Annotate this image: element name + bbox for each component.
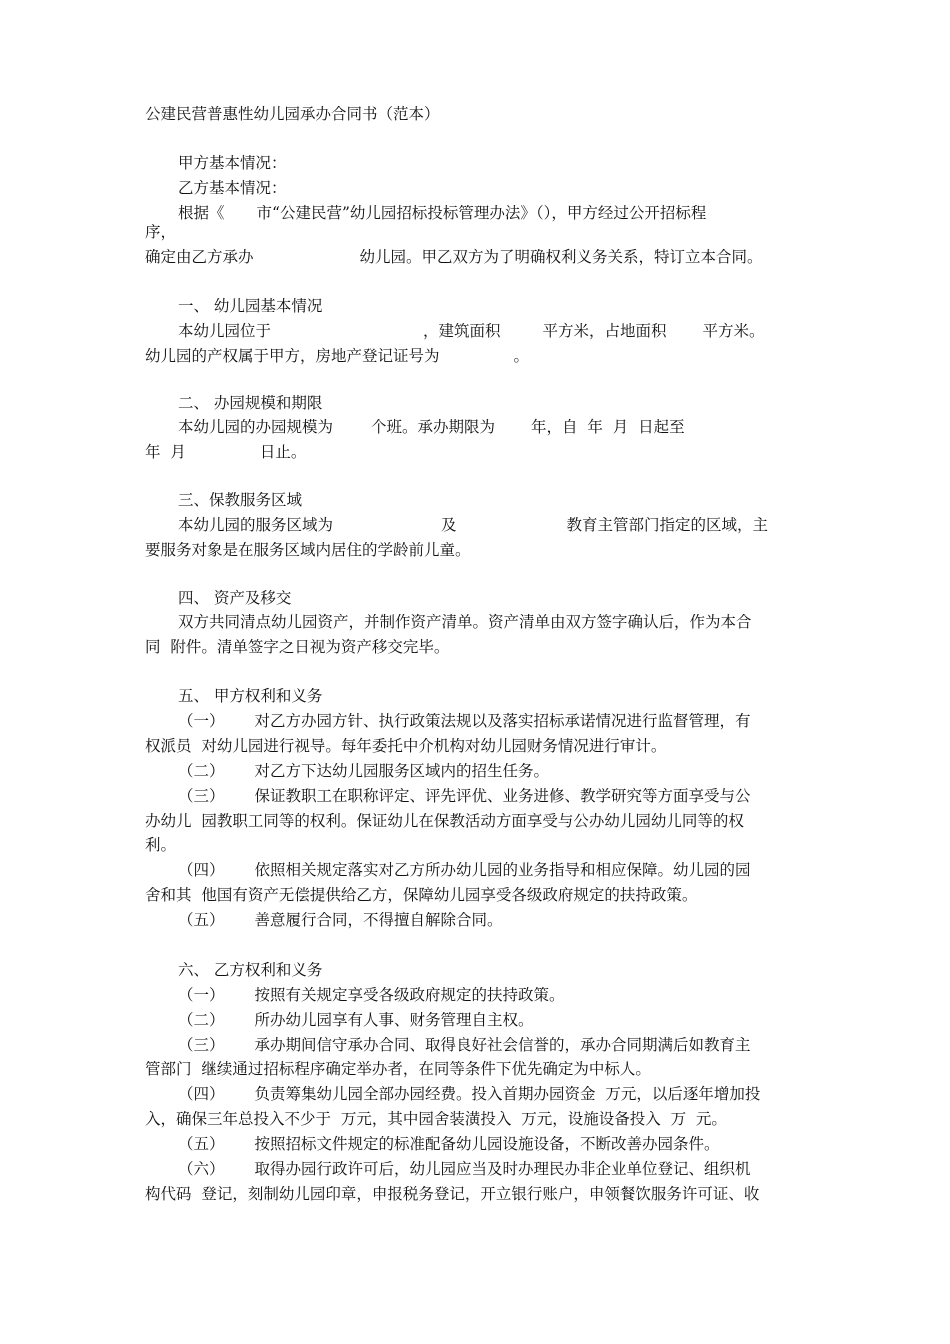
s3-text: 及: [441, 516, 457, 534]
s1-text: 幼儿园的产权属于甲方，房地产登记证号为: [145, 347, 440, 365]
item-text: 承办期间信守承办合同、取得良好社会信誉的，承办合同期满后如教育主: [254, 1036, 751, 1054]
item-text: 按照有关规定享受各级政府规定的扶持政策。: [254, 986, 565, 1004]
section-2-heading: 二、 办园规模和期限: [178, 394, 323, 412]
s1-text: 平方米。: [702, 322, 765, 340]
s5-item-3-cont: 办幼儿 园教职工同等的权利。保证幼儿在保教活动方面享受与公办幼儿园幼儿同等的权: [145, 812, 744, 830]
s5-item-4: [178, 860, 751, 880]
item-number: （一）: [178, 712, 225, 730]
s2-text: 本幼儿园的办园规模为: [178, 418, 334, 436]
party-b-info: 乙方基本情况：: [178, 179, 287, 197]
s3-text: 本幼儿园的服务区域为: [178, 516, 334, 534]
s5-item-5: [178, 910, 503, 930]
s5-item-3-cont: 利。: [145, 836, 177, 854]
s5-item-1: [178, 711, 751, 731]
section-3-heading: 三、保教服务区域: [178, 491, 303, 509]
section-2-line-2: [145, 442, 306, 462]
s6-item-2: [178, 1010, 534, 1030]
s3-text: 教育主管部门指定的区域，主: [566, 516, 769, 534]
intro-line-1: [178, 203, 706, 223]
section-6-heading: 六、 乙方权利和义务: [178, 961, 323, 979]
intro-line-2: 序，: [145, 223, 177, 241]
item-text: 依照相关规定落实对乙方所办幼儿园的业务指导和相应保障。幼儿园的园: [254, 861, 751, 879]
item-number: （六）: [178, 1160, 225, 1178]
s6-item-6: [178, 1159, 751, 1179]
intro-text: 市“公建民营”幼儿园招标投标管理办法》（），甲方经过公开招标程: [256, 204, 707, 222]
section-5-heading: 五、 甲方权利和义务: [178, 687, 323, 705]
item-number: （五）: [178, 911, 225, 929]
s2-text: 个班。承办期限为: [371, 418, 496, 436]
section-4-line-1: 双方共同清点幼儿园资产，并制作资产清单。资产清单由双方签字确认后，作为本合: [178, 613, 752, 631]
item-text: 取得办园行政许可后，幼儿园应当及时办理民办非企业单位登记、组织机: [254, 1160, 751, 1178]
item-number: （三）: [178, 787, 225, 805]
section-1-line-2: [145, 346, 529, 366]
s1-text: 平方米，占地面积: [542, 322, 667, 340]
intro-text: 幼儿园。甲乙双方为了明确权利义务关系，特订立本合同。: [359, 248, 763, 266]
item-number: （五）: [178, 1135, 225, 1153]
item-number: （二）: [178, 762, 225, 780]
section-3-line-1: [178, 515, 768, 535]
s1-text: 。: [513, 347, 530, 365]
s5-item-3: [178, 786, 751, 806]
s6-item-3-cont: 管部门 继续通过招标程序确定举办者，在同等条件下优先确定为中标人。: [145, 1060, 651, 1078]
item-text: 所办幼儿园享有人事、财务管理自主权。: [254, 1011, 534, 1029]
item-number: （四）: [178, 861, 225, 879]
s2-text: 年 月: [145, 443, 186, 461]
item-text: 负责筹集幼儿园全部办园经费。投入首期办园资金 万元，以后逐年增加投: [254, 1085, 761, 1103]
section-1-line-1: [178, 321, 765, 341]
item-text: 善意履行合同，不得擅自解除合同。: [254, 911, 503, 929]
item-number: （四）: [178, 1085, 225, 1103]
s6-item-4-cont: 入，确保三年总投入不少于 万元，其中园舍装潢投入 万元，设施设备投入 万 元。: [145, 1110, 727, 1128]
item-number: （一）: [178, 986, 225, 1004]
section-3-line-2: 要服务对象是在服务区域内居住的学龄前儿童。: [145, 541, 471, 559]
section-4-heading: 四、 资产及移交: [178, 589, 292, 607]
intro-line-3: [145, 247, 763, 267]
intro-text: 根据《: [178, 204, 225, 222]
s5-item-2: [178, 761, 549, 781]
section-4-line-2: 同 附件。清单签字之日视为资产移交完毕。: [145, 638, 450, 656]
s6-item-5: [178, 1134, 720, 1154]
s2-text: 年，自 年 月 日起至: [531, 418, 685, 436]
section-1-heading: 一、 幼儿园基本情况: [178, 297, 323, 315]
s1-text: 本幼儿园位于: [178, 322, 272, 340]
s1-text: ，建筑面积: [423, 322, 501, 340]
item-text: 对乙方办园方针、执行政策法规以及落实招标承诺情况进行监督管理，有: [254, 712, 751, 730]
section-2-line-1: [178, 417, 685, 437]
item-number: （二）: [178, 1011, 225, 1029]
item-number: （三）: [178, 1036, 225, 1054]
s6-item-3: [178, 1035, 751, 1055]
s2-text: 日止。: [259, 443, 307, 461]
s5-item-1-cont: 权派员 对幼儿园进行视导。每年委托中介机构对幼儿园财务情况进行审计。: [145, 737, 667, 755]
s5-item-4-cont: 舍和其 他国有资产无偿提供给乙方，保障幼儿园享受各级政府规定的扶持政策。: [145, 886, 698, 904]
document-title: 公建民营普惠性幼儿园承办合同书（范本）: [145, 105, 440, 123]
intro-text: 确定由乙方承办: [145, 248, 254, 266]
s6-item-4: [178, 1084, 760, 1104]
item-text: 对乙方下达幼儿园服务区域内的招生任务。: [254, 762, 550, 780]
item-text: 保证教职工在职称评定、评先评优、业务进修、教学研究等方面享受与公: [254, 787, 751, 805]
item-text: 按照招标文件规定的标准配备幼儿园设施设备，不断改善办园条件。: [254, 1135, 720, 1153]
party-a-info: 甲方基本情况：: [178, 154, 287, 172]
s6-item-1: [178, 985, 565, 1005]
s6-item-6-cont: 构代码 登记，刻制幼儿园印章，申报税务登记，开立银行账户，申领餐饮服务许可证、收: [145, 1185, 760, 1203]
